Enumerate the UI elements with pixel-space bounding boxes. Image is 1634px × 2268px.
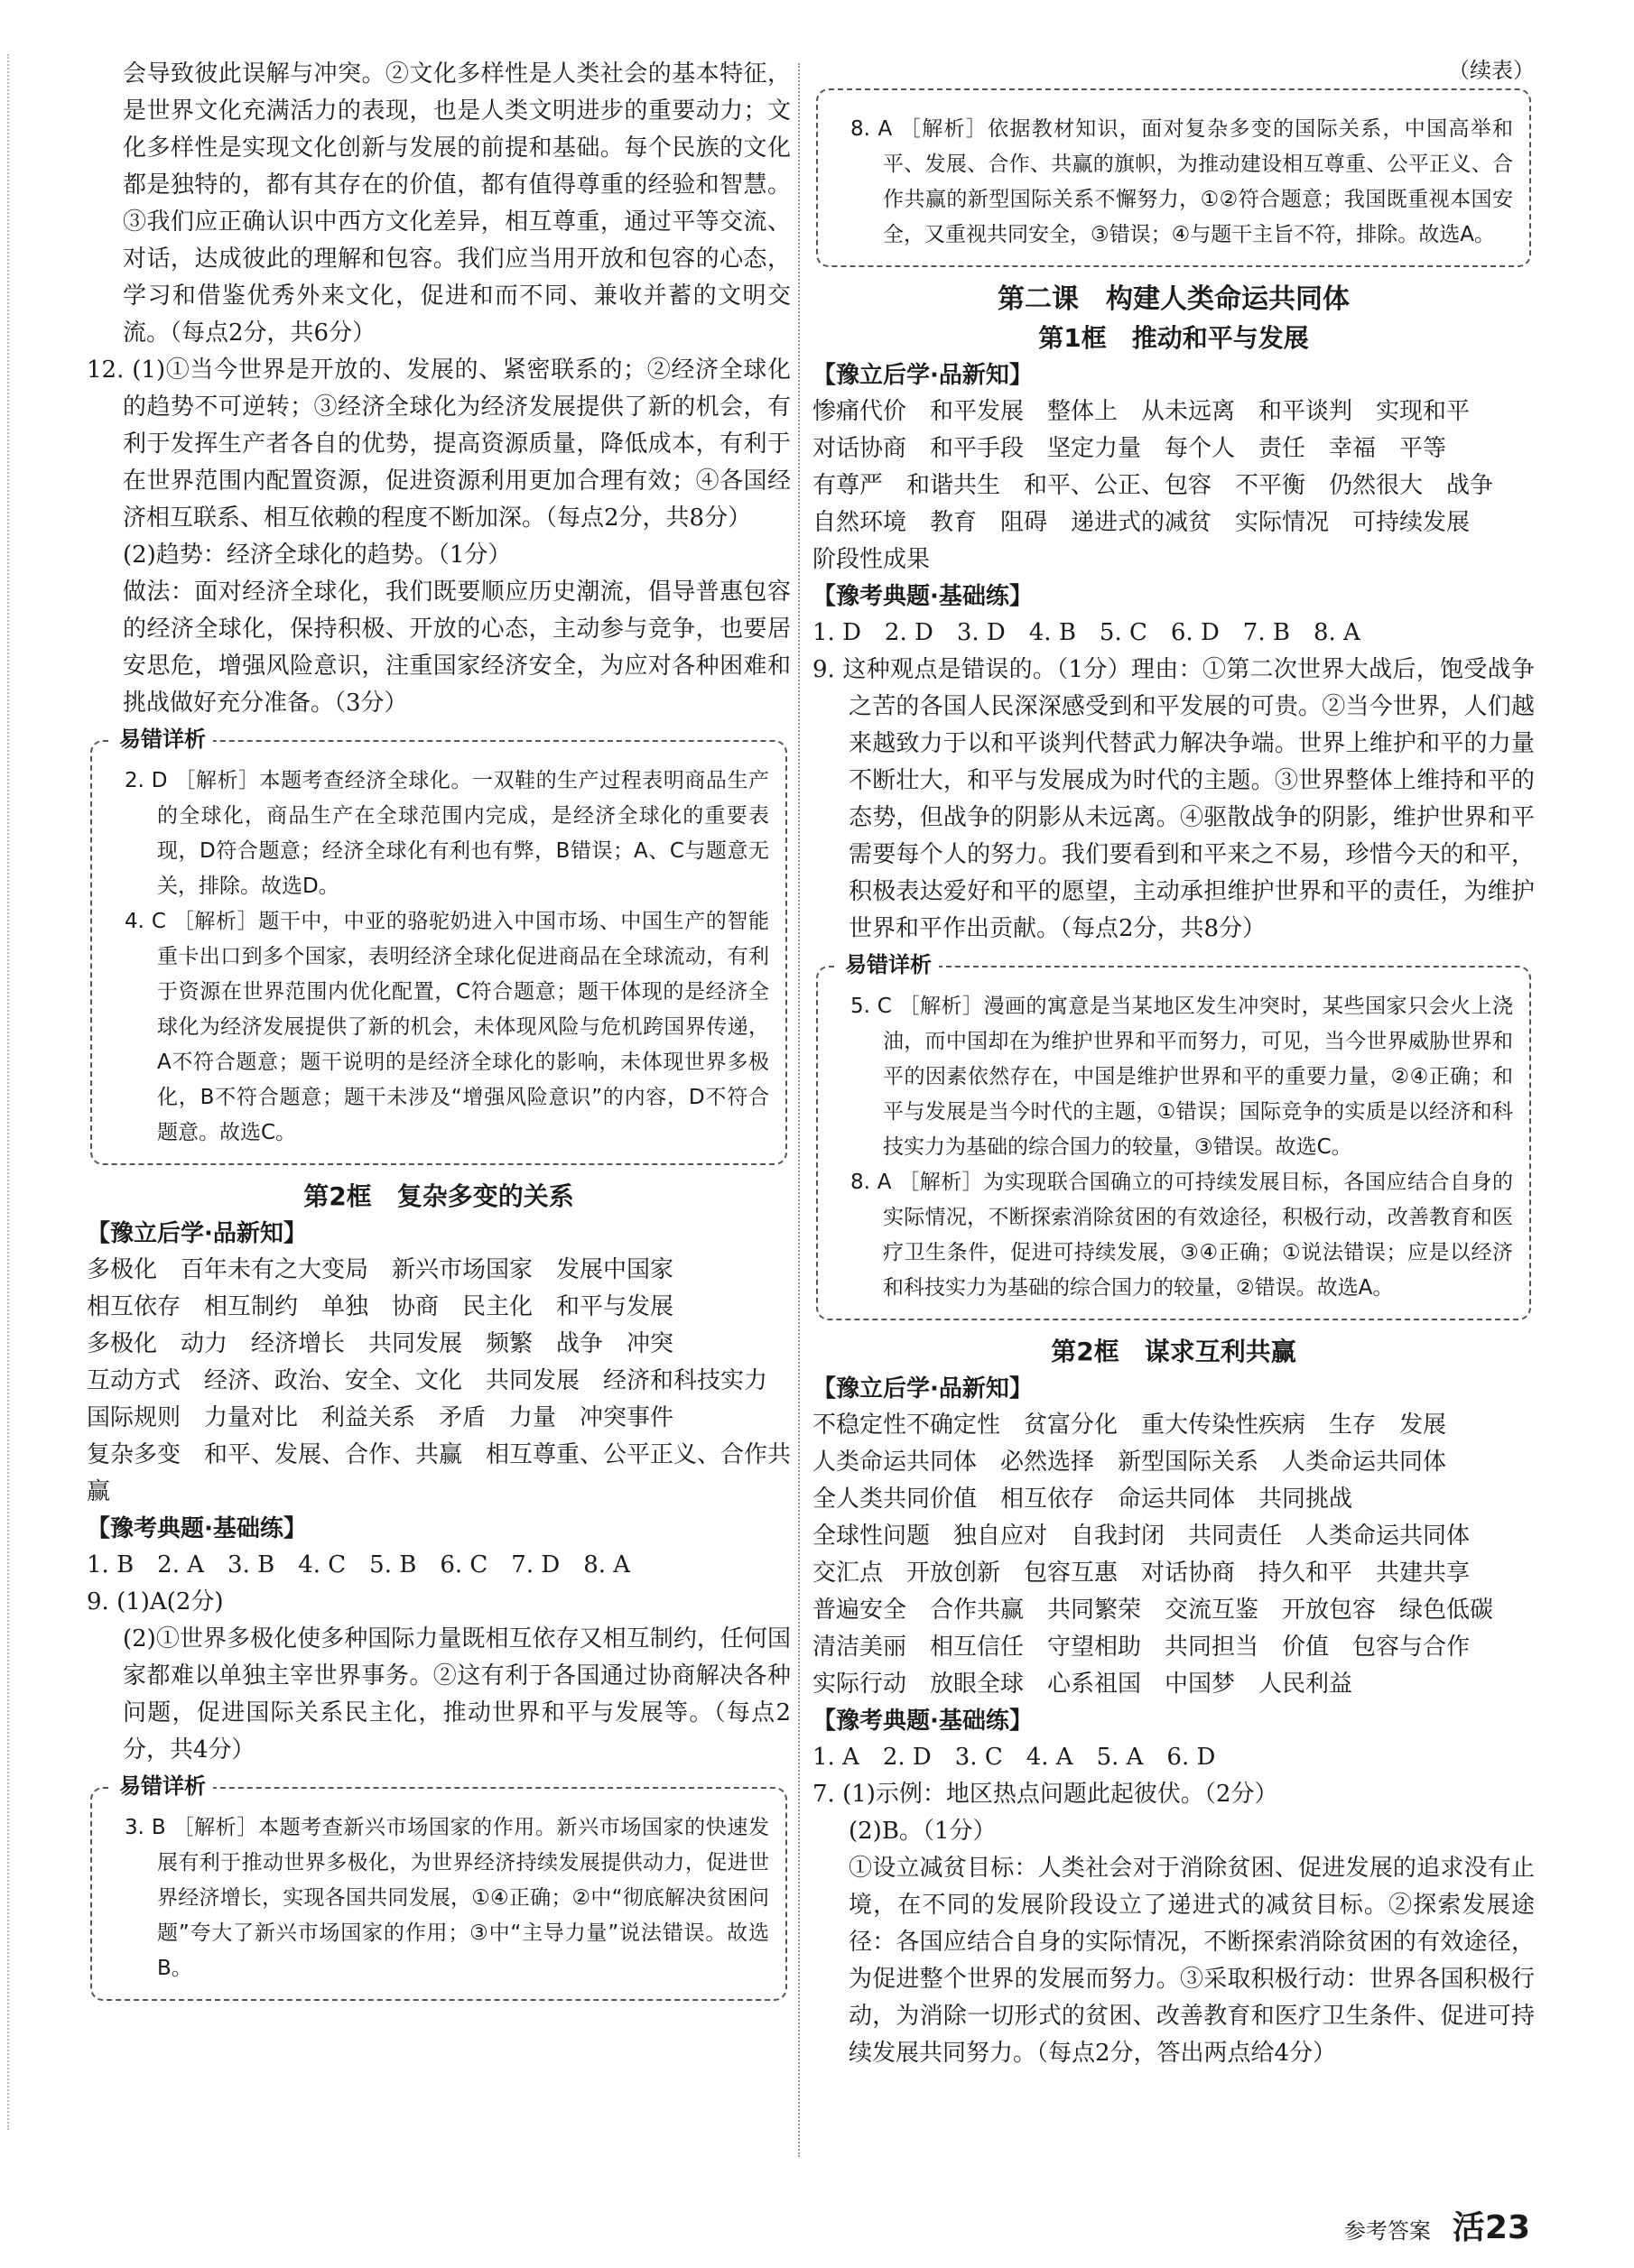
box-item: 8. A ［解析］为实现联合国确立的可持续发展目标，各国应结合自身的实际情况，不断探索消除贫困的有效途径，积极行动，改善教育和医疗卫生条件，促进可持续发展，③④正确；①说法错误；应是以经济和科技实力为基础的综合国力的较量，②错误。故选A。 — [850, 1171, 1513, 1300]
q9-answer: 9. 这种观点是错误的。（1分）理由：①第二次世界大战后，饱受战争之苦的各国人民深深感受到和平发展的可贵。②当今世界，人们越来越致力于以和平谈判代替武力解决争端。世界上维护和平的力量不断壮大，和平与发展成为时代的主题。③世界整体上维持和平的态势，但战争的阴影从未远离。④驱散战争的阴影，维护世界和平需要每个人的努力。我们要看到和平来之不易，珍惜今天的和平，积极表达爱好和平的愿望，主动承担维护世界和平的责任，为维护世界和平作出贡献。（每点2分，共8分） — [812, 656, 1535, 942]
answer-line: 1. D 2. D 3. D 4. B 5. C 6. D 7. B 8. A — [812, 619, 1360, 646]
keyword-line: 相互依存 相互制约 单独 协商 民主化 和平与发展 — [87, 1293, 674, 1320]
keyword-line: 不稳定性不确定性 贫富分化 重大传染性疾病 生存 发展 — [812, 1412, 1447, 1439]
section-label-kao: 【豫考典题·基础练】 — [87, 1515, 307, 1542]
keyword-line: 惨痛代价 和平发展 整体上 从未远离 和平谈判 实现和平 — [812, 398, 1471, 425]
q12-part1: 12. (1)①当今世界是开放的、发展的、紧密联系的；②经济全球化的趋势不可逆转；③经济全球化为经济发展提供了新的机会，有利于发挥生产者各自的优势，提高资源质量，降低成本，有利于在世界范围内配置资源，促进资源利用更加合理有效；④各国经济相互联系、相互依赖的程度不断加深。（每点2分，共8分） — [87, 356, 791, 532]
page-footer — [1344, 2202, 1530, 2248]
section-label-kao: 【豫考典题·基础练】 — [812, 1708, 1033, 1735]
section-title: 第2框 复杂多变的关系 — [303, 1181, 574, 1211]
answer-line: 1. B 2. A 3. B 4. C 5. B 6. C 7. D 8. A — [87, 1551, 631, 1578]
frame1-title: 第1框 推动和平与发展 — [1038, 323, 1309, 353]
frame2-title: 第2框 谋求互利共赢 — [1051, 1337, 1296, 1366]
left-column — [87, 56, 791, 2013]
box-title: 易错详析 — [112, 1773, 213, 1800]
binding-edge — [7, 54, 18, 2130]
section-label-kao: 【豫考典题·基础练】 — [812, 583, 1033, 610]
error-analysis-box-3 — [816, 952, 1531, 1320]
error-analysis-box-2 — [90, 1773, 787, 2001]
q7-part2a: (2)B。（1分） — [849, 1818, 997, 1845]
error-analysis-box-top — [816, 88, 1531, 267]
page-number: 活23 — [1452, 2209, 1530, 2246]
keyword-line: 复杂多变 和平、发展、合作、共赢 相互尊重、公平正义、合作共赢 — [87, 1441, 792, 1505]
keyword-line: 交汇点 开放创新 包容互惠 对话协商 持久和平 共建共享 — [812, 1560, 1471, 1587]
q7-part1: 7. (1)示例：地区热点问题此起彼伏。（2分） — [812, 1781, 1278, 1808]
section-label-xin: 【豫立后学·品新知】 — [87, 1220, 307, 1247]
keyword-line: 对话协商 和平手段 坚定力量 每个人 责任 幸福 平等 — [812, 435, 1447, 462]
box-item: 5. C ［解析］漫画的寓意是当某地区发生冲突时，某些国家只会火上浇油，而中国却在为维护世界和平而努力，可见，当今世界威胁世界和平的因素依然存在，中国是维护世界和平的重要力量，②④正确；和平与发展是当今时代的主题，①错误；国际竞争的实质是以经济和科技实力为基础的综合国力的较量，③错误。故选C。 — [850, 995, 1513, 1159]
q12-part2a: (2)趋势：经济全球化的趋势。（1分） — [123, 542, 512, 569]
box-item: 3. B ［解析］本题考查新兴市场国家的作用。新兴市场国家的快速发展有利于推动世界多极化，为世界经济持续发展提供动力，促进世界经济增长，实现各国共同发展，①④正确；②中“彻底解决贫困问题”夸大了新兴市场国家的作用；③中“主导力量”说法错误。故选B。 — [125, 1816, 769, 1980]
keyword-line: 国际规则 力量对比 利益关系 矛盾 力量 冲突事件 — [87, 1404, 674, 1431]
q9-part1: 9. (1)A(2分) — [87, 1588, 224, 1615]
keyword-line: 互动方式 经济、政治、安全、文化 共同发展 经济和科技实力 — [87, 1367, 768, 1394]
right-column — [812, 56, 1535, 2072]
error-analysis-box-1 — [90, 727, 787, 1165]
keyword-line: 多极化 动力 经济增长 共同发展 频繁 战争 冲突 — [87, 1330, 674, 1357]
keyword-line: 清洁美丽 相互信任 守望相助 共同担当 价值 包容与合作 — [812, 1634, 1471, 1661]
keyword-line: 自然环境 教育 阻碍 递进式的减贫 实际情况 可持续发展 — [812, 509, 1471, 536]
keyword-line: 多极化 百年未有之大变局 新兴市场国家 发展中国家 — [87, 1256, 674, 1283]
column-divider — [798, 63, 800, 2157]
keyword-line: 阶段性成果 — [812, 546, 931, 573]
section-label-xin: 【豫立后学·品新知】 — [812, 362, 1033, 389]
intro-paragraph: 会导致彼此误解与冲突。②文化多样性是人类社会的基本特征，是世界文化充满活力的表现，也是人类文明进步的重要动力；文化多样性是实现文化创新与发展的前提和基础。每个民族的文化都是独特的，都有其存在的价值，都有值得尊重的经验和智慧。③我们应正确认识中西方文化差异，相互尊重，通过平等交流、对话，达成彼此的理解和包容。我们应当用开放和包容的心态，学习和借鉴优秀外来文化，促进和而不同、兼收并蓄的文明交流。（每点2分，共6分） — [123, 60, 791, 347]
q7-part2b: ①设立减贫目标：人类社会对于消除贫困、促进发展的追求没有止境，在不同的发展阶段设立了递进式的减贫目标。②探索发展途径：各国应结合自身的实际情况，不断探索消除贫困的有效途径，为促进整个世界的发展而努力。③采取积极行动：世界各国积极行动，为消除一切形式的贫困、改善教育和医疗卫生条件、促进可持续发展共同努力。（每点2分，答出两点给4分） — [849, 1855, 1535, 2067]
box-item: 4. C ［解析］题干中，中亚的骆驼奶进入中国市场、中国生产的智能重卡出口到多个国家，表明经济全球化促进商品在全球流动，有利于资源在世界范围内优化配置，C符合题意；题干体现的是经济全球化为经济发展提供了新的机会，未体现风险与危机跨国界传递，A不符合题意；题干说明的是经济全球化的影响，未体现世界多极化，B不符合题意；题干未涉及“增强风险意识”的内容，D不符合题意。故选C。 — [125, 910, 769, 1144]
box-title: 易错详析 — [838, 951, 939, 978]
answer-line: 1. A 2. D 3. C 4. A 5. A 6. D — [812, 1744, 1216, 1771]
box-item: 2. D ［解析］本题考查经济全球化。一双鞋的生产过程表明商品生产的全球化，商品生产在全球范围内完成，是经济全球化的重要表现，D符合题意；经济全球化有利也有弊，B错误；A、C与题意无关，排除。故选D。 — [125, 769, 769, 898]
keyword-line: 有尊严 和谐共生 和平、公正、包容 不平衡 仍然很大 战争 — [812, 472, 1494, 499]
keyword-line: 实际行动 放眼全球 心系祖国 中国梦 人民利益 — [812, 1671, 1353, 1698]
continued-label: （续表） — [1448, 58, 1535, 83]
keyword-line: 全人类共同价值 相互依存 命运共同体 共同挑战 — [812, 1486, 1353, 1513]
keyword-line: 普遍安全 合作共赢 共同繁荣 交流互鉴 开放包容 绿色低碳 — [812, 1597, 1494, 1624]
footer-label: 参考答案 — [1343, 2218, 1431, 2244]
section-label-xin: 【豫立后学·品新知】 — [812, 1375, 1033, 1402]
box-title: 易错详析 — [112, 726, 213, 753]
q12-part2b: 做法：面对经济全球化，我们既要顺应历史潮流，倡导普惠包容的经济全球化，保持积极、开放的心态，主动参与竞争，也要居安思危，增强风险意识，注重国家经济安全，为应对各种困难和挑战做好充分准备。（3分） — [123, 579, 791, 717]
keyword-line: 人类命运共同体 必然选择 新型国际关系 人类命运共同体 — [812, 1449, 1447, 1476]
lesson-title: 第二课 构建人类命运共同体 — [998, 283, 1350, 315]
keyword-line: 全球性问题 独自应对 自我封闭 共同责任 人类命运共同体 — [812, 1523, 1471, 1550]
q9-part2: (2)①世界多极化使多种国际力量既相互依存又相互制约，任何国家都难以单独主宰世界事务。②这有利于各国通过协商解决各种问题，促进国际关系民主化，推动世界和平与发展等。（每点2分，共4分） — [123, 1625, 791, 1763]
box-item: 8. A ［解析］依据教材知识，面对复杂多变的国际关系，中国高举和平、发展、合作、共赢的旗帜，为推动建设相互尊重、公平正义、合作共赢的新型国际关系不懈努力，①②符合题意；我国既重视本国安全，又重视共同安全，③错误；④与题干主旨不符，排除。故选A。 — [850, 117, 1513, 246]
